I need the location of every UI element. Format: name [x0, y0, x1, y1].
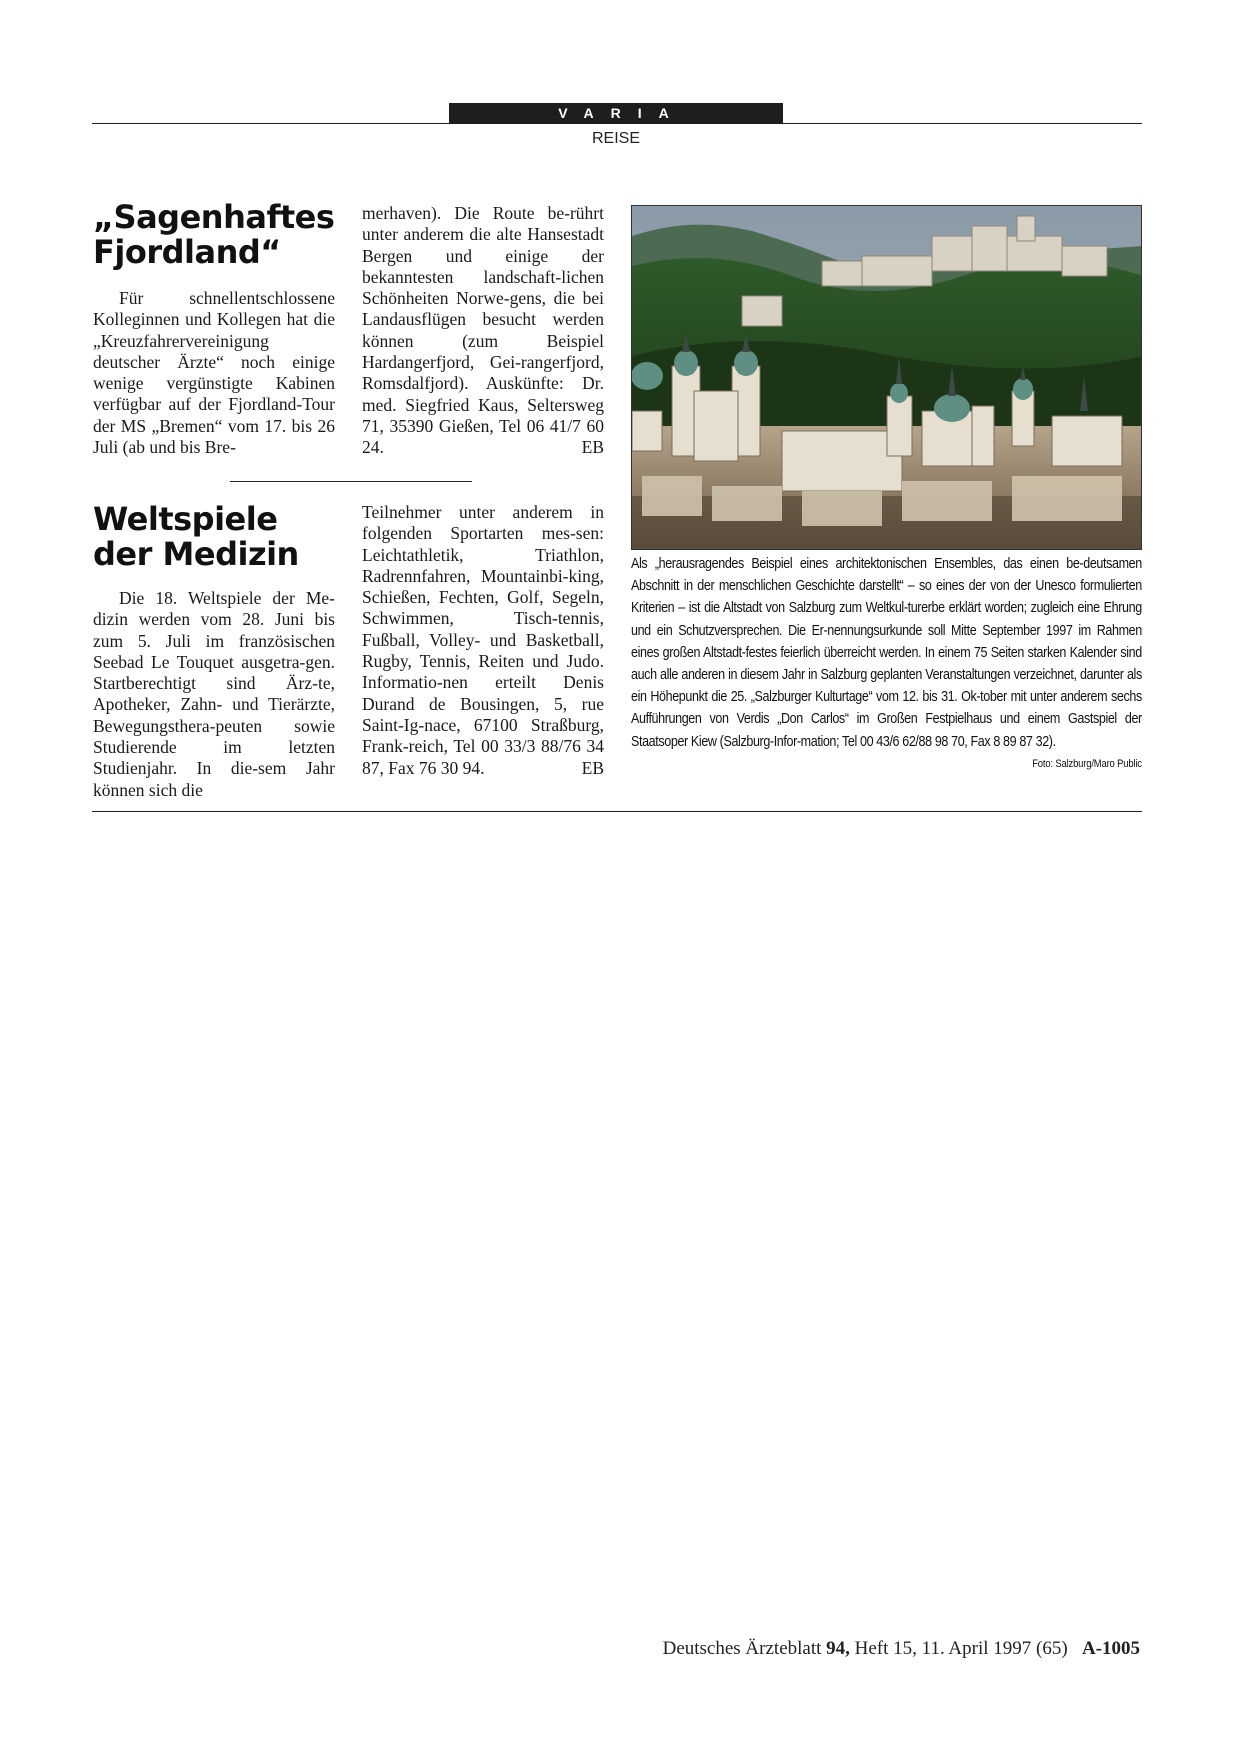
article1-signature: EB — [581, 437, 604, 458]
footer-journal: Deutsches Ärzteblatt — [662, 1638, 822, 1659]
page-footer — [620, 1638, 1140, 1660]
article2-headline-line1: Weltspiele — [93, 500, 278, 538]
article2-headline — [93, 502, 299, 572]
article1-headline — [93, 200, 334, 270]
footer-volume: 94, — [826, 1638, 850, 1659]
article2-column1 — [93, 588, 335, 801]
article2-column2 — [362, 502, 604, 779]
article1-headline-line2: Fjordland“ — [93, 233, 281, 271]
subsection-label: REISE — [591, 130, 640, 147]
article1-col2-text: merhaven). Die Route be-rührt unter anderem die alte Hansestadt Bergen und einige der bekanntesten landschaft-lichen Schönheiten Norwe-gens, die bei Landausflügen besucht werden können (zum Beispiel Hardangerfjord, Gei-rangerfjord, Romsdalfjord). Auskünfte: Dr. med. Siegfried Kaus, Seltersweg 71, 35390 Gießen, Tel 06 41/7 60 24. — [362, 203, 604, 458]
photo-caption-text: Als „herausragendes Beispiel eines architektonischen Ensembles, das einen be-deutsamen Abschnitt in der menschlichen Geschichte darstellt“ – so eines der von der Unesco formulierten Kriterien – ist die Altstadt von Salzburg zum Weltkul-turerbe erklärt worden; zugleich eine Ehrung und ein Schutzversprechen. Die Er-nennungsurkunde soll Mitte September 1997 im Rahmen eines großen Altstadt-festes feierlich überreicht werden. In einem 75 Seiten starken Kalender sind auch alle anderen in diesem Jahr in Salzburg geplanten Veranstaltungen verzeichnet, darunter als ein Höhepunkt die 25. „Salzburger Kulturtage“ vom 12. bis 31. Ok-tober mit unter anderem sechs Aufführungen von Verdis „Don Carlos“ im Großen Festpielhaus und einem Gastspiel der Staatsoper Kiew (Salzburg-Infor-mation; Tel 00 43/6 62/88 98 70, Fax 8 89 87 32). — [631, 556, 1142, 750]
section-end-rule — [92, 811, 1142, 812]
article2-col1-text: Die 18. Weltspiele der Me-dizin werden vom 28. Juni bis zum 5. Juli im französischen Seebad Le Touquet ausgetra-gen. Startberechtigt sind Ärz-te, Apotheker, Zahn- und Tierärzte, Bewegungsthera-peuten sowie Studierende im letzten Studienjahr. In die-sem Jahr können sich die — [93, 588, 335, 800]
photo-credit: Foto: Salzburg/Maro Public — [1032, 757, 1142, 770]
article2-headline-line2: der Medizin — [93, 535, 299, 573]
section-label: VARIA — [449, 103, 783, 124]
photo-caption — [631, 553, 1142, 775]
salzburg-photo — [631, 205, 1142, 550]
article2-col2-text: Teilnehmer unter anderem in folgenden Sportarten mes-sen: Leichtathletik, Triathlon, Radrennfahren, Mountainbi-king, Schießen, Fechten, Golf, Segeln, Schwimmen, Tisch-tennis, Fußball, Volley- und Basketball, Rugby, Tennis, Reiten und Judo. Informatio-nen erteilt Denis Durand de Bousingen, 5, rue Saint-Ig-nace, 67100 Straßburg, Frank-reich, Tel 00 33/3 88/76 34 87, Fax 76 30 94. — [362, 502, 604, 778]
article1-column2 — [362, 203, 604, 459]
footer-page-number: A-1005 — [1081, 1638, 1140, 1659]
article1-column1 — [93, 288, 335, 458]
article2-col2-paragraph — [362, 502, 604, 779]
article1-col2-paragraph — [362, 203, 604, 459]
article2-signature: EB — [581, 757, 604, 778]
article-divider — [230, 481, 472, 482]
article1-headline-line1: „Sagenhaftes — [93, 198, 335, 236]
footer-issue: Heft 15, 11. April 1997 (65) — [854, 1638, 1068, 1659]
article1-col1-text: Für schnellentschlossene Kolleginnen und Kollegen hat die „Kreuzfahrervereinigung deutscher Ärzte“ noch einige wenige vergünstigte Kabinen verfügbar auf der Fjordland-Tour der MS „Bremen“ vom 17. bis 26 Juli (ab und bis Bre- — [93, 288, 335, 458]
